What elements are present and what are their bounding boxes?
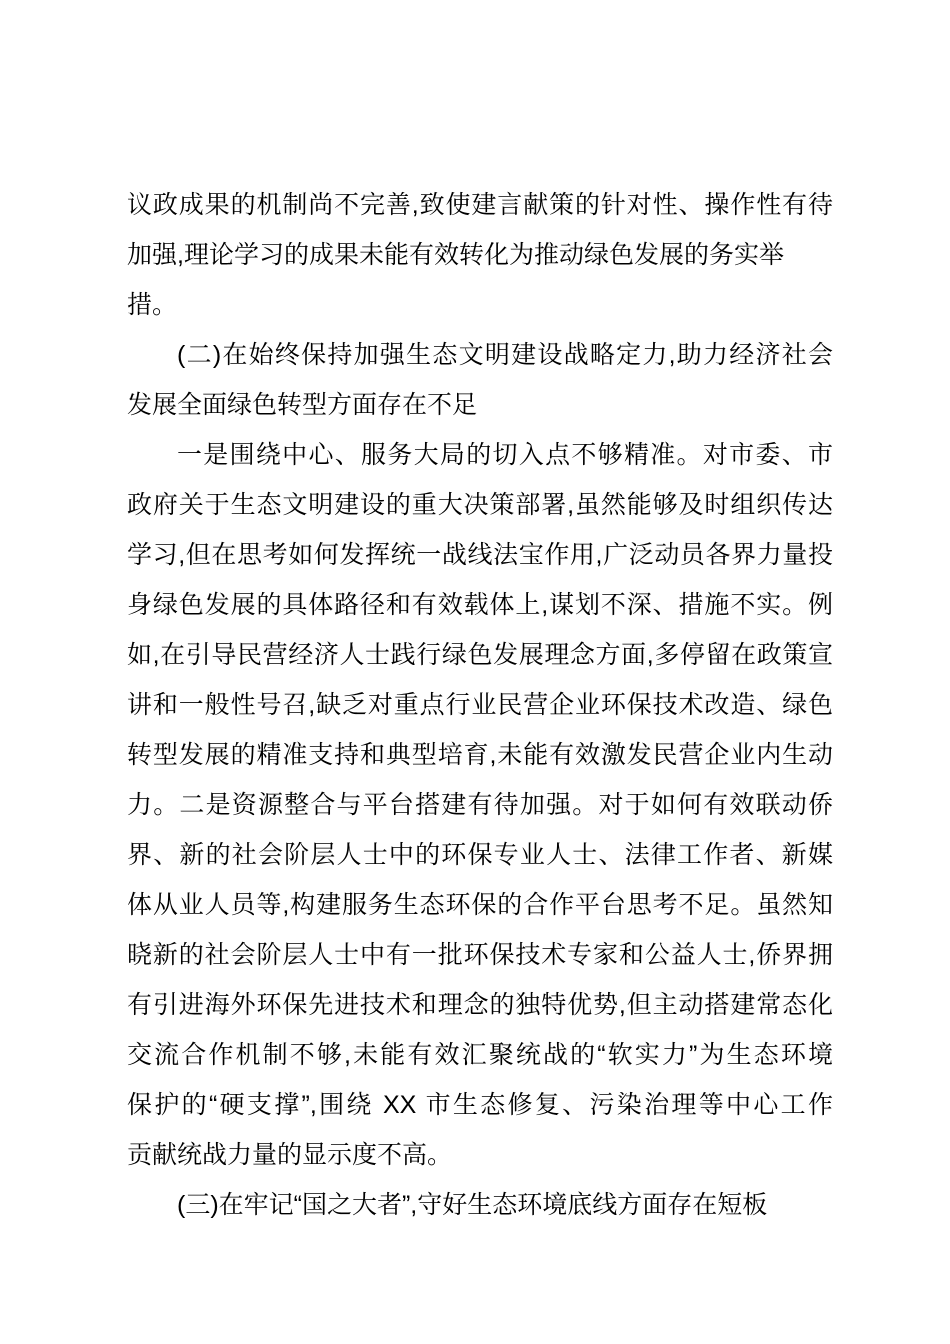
text-line: 政府关于生态文明建设的重大决策部署,虽然能够及时组织传达 bbox=[127, 491, 833, 519]
paragraph bbox=[127, 430, 833, 1180]
text-line: 体从业人员等,构建服务生态环保的合作平台思考不足。虽然知 bbox=[127, 891, 833, 919]
text-line: 讲和一般性号召,缺乏对重点行业民营企业环保技术改造、绿色 bbox=[127, 691, 833, 719]
text-line: (三)在牢记“国之大者”,守好生态环境底线方面存在短板 bbox=[177, 1191, 768, 1219]
text-line: 力。二是资源整合与平台搭建有待加强。对于如何有效联动侨 bbox=[127, 791, 833, 819]
text-line: 界、新的社会阶层人士中的环保专业人士、法律工作者、新媒 bbox=[127, 841, 833, 869]
paragraph bbox=[127, 1180, 833, 1230]
text-line: 转型发展的精准支持和典型培育,未能有效激发民营企业内生动 bbox=[127, 741, 833, 769]
text-line: (二)在始终保持加强生态文明建设战略定力,助力经济社会 bbox=[177, 341, 833, 369]
text-line: 发展全面绿色转型方面存在不足 bbox=[127, 391, 478, 419]
text-line: 学习,但在思考如何发挥统一战线法宝作用,广泛动员各界力量投 bbox=[127, 541, 833, 569]
text-line: 身绿色发展的具体路径和有效载体上,谋划不深、措施不实。例 bbox=[127, 591, 833, 619]
text-line: 如,在引导民营经济人士践行绿色发展理念方面,多停留在政策宣 bbox=[127, 641, 833, 669]
text-line: 议政成果的机制尚不完善,致使建言献策的针对性、操作性有待 bbox=[127, 191, 833, 219]
text-line: 一是围绕中心、服务大局的切入点不够精准。对市委、市 bbox=[177, 441, 833, 469]
text-line: 有引进海外环保先进技术和理念的独特优势,但主动搭建常态化 bbox=[127, 991, 833, 1019]
text-line: 加强,理论学习的成果未能有效转化为推动绿色发展的务实举措。 bbox=[127, 241, 784, 319]
paragraph bbox=[127, 180, 833, 330]
text-line: 交流合作机制不够,未能有效汇聚统战的“软实力”为生态环境 bbox=[127, 1041, 833, 1069]
text-line: 贡献统战力量的显示度不高。 bbox=[127, 1141, 453, 1169]
document-body bbox=[127, 180, 833, 1230]
text-line: 保护的“硬支撑”,围绕 XX 市生态修复、污染治理等中心工作 bbox=[127, 1091, 833, 1119]
paragraph bbox=[127, 330, 833, 430]
text-line: 晓新的社会阶层人士中有一批环保技术专家和公益人士,侨界拥 bbox=[127, 941, 833, 969]
